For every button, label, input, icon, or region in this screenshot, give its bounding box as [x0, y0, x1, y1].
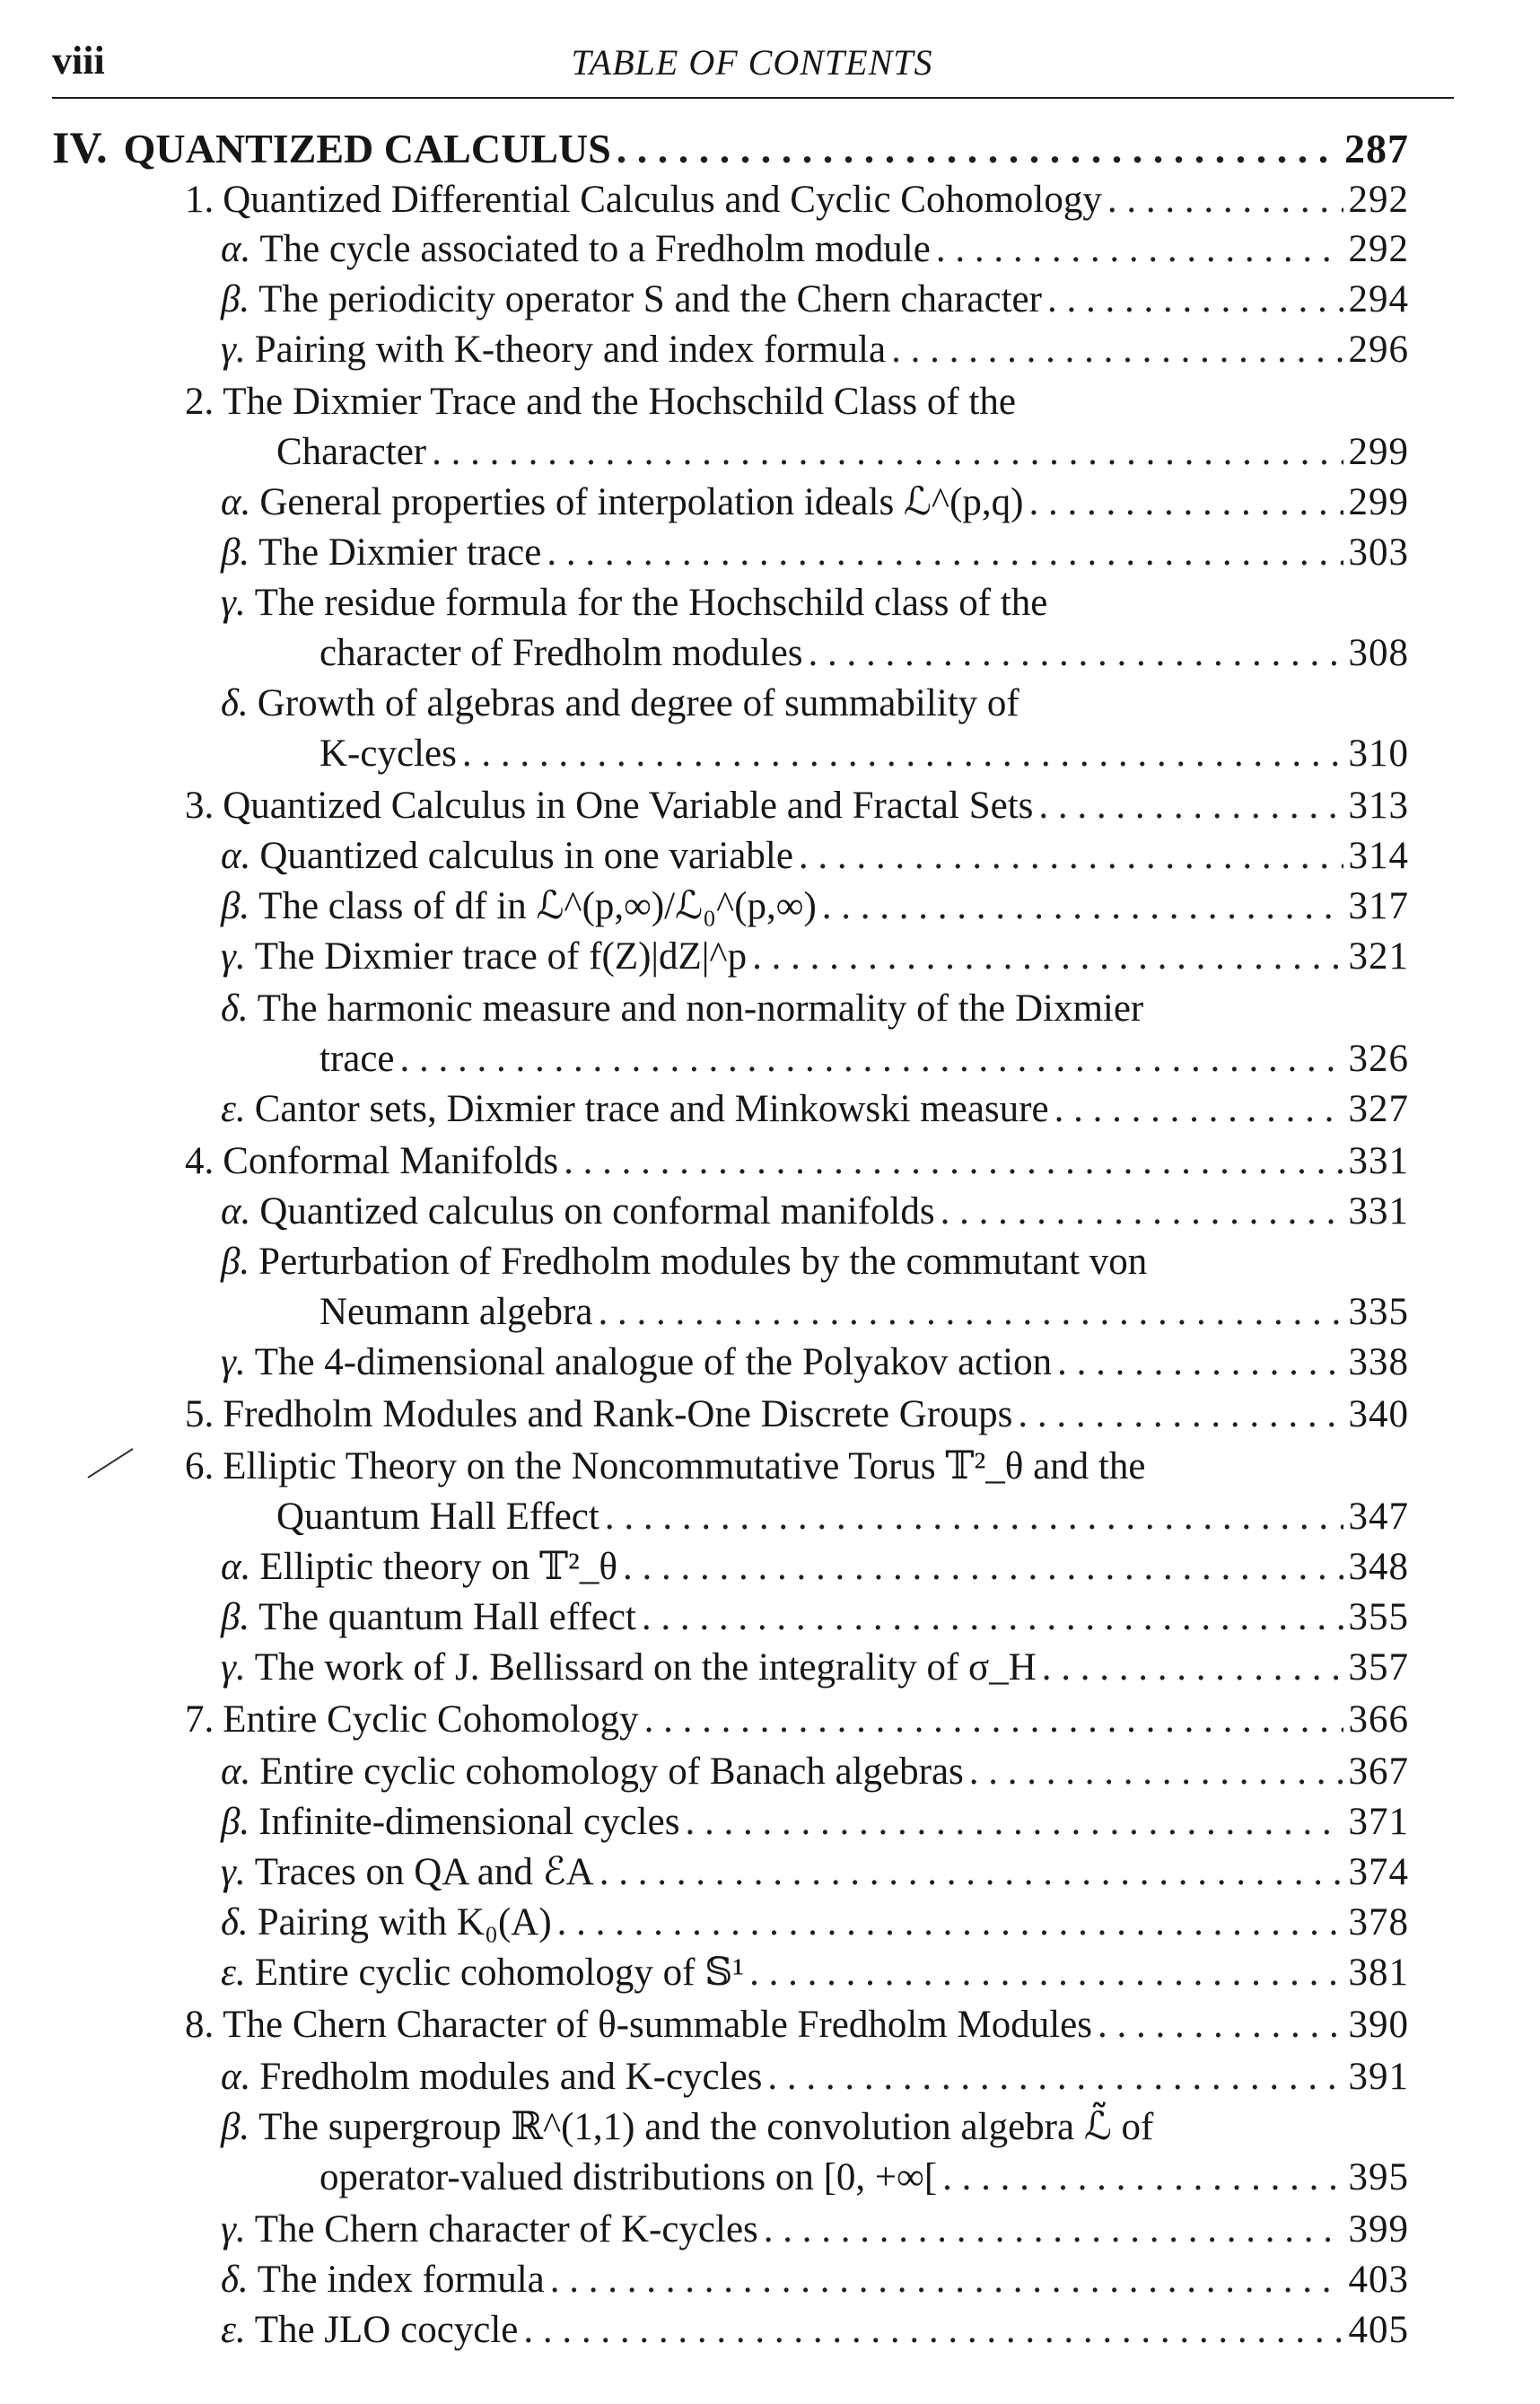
toc-entry[interactable]	[221, 2305, 1409, 2356]
toc-entry-page: 374	[1348, 1851, 1409, 1893]
toc-entry-text-wrap	[221, 984, 1143, 1034]
chapter-title: QUANTIZED CALCULUS	[123, 126, 611, 171]
leader-dots	[822, 882, 1343, 932]
leader-dots	[685, 1797, 1343, 1847]
leader-dots	[432, 427, 1343, 478]
leader-dots	[969, 1747, 1343, 1797]
toc-entry-title: The class of df in ℒ^(p,∞)/ℒ₀^(p,∞)	[258, 885, 817, 927]
toc-entry-text-wrap	[221, 1338, 1052, 1388]
toc-entry[interactable]	[319, 628, 1409, 679]
toc-entry-label: γ.	[221, 1341, 246, 1383]
toc-entry-page: 299	[1348, 431, 1409, 473]
toc-entry-title: The 4-dimensional analogue of the Polyakov action	[254, 1341, 1053, 1383]
toc-entry-page: 403	[1348, 2259, 1409, 2301]
toc-entry-text-wrap	[221, 2205, 758, 2255]
toc-entry-title: Entire Cyclic Cohomology	[223, 1698, 639, 1741]
toc-entry-label: 7.	[185, 1698, 214, 1741]
toc-entry-text-wrap	[319, 1287, 592, 1338]
toc-entry-label: β.	[221, 885, 250, 927]
toc-entry-text-wrap	[221, 325, 886, 375]
toc-entry-title: Elliptic theory on 𝕋²_θ	[259, 1546, 618, 1588]
toc-entry-title: K-cycles	[319, 733, 457, 775]
toc-entry-title: The Dixmier trace	[258, 531, 542, 574]
toc-entry[interactable]	[221, 1592, 1409, 1643]
toc-entry-text-wrap	[221, 1592, 636, 1643]
toc-entry-page: 303	[1348, 531, 1409, 574]
leader-dots	[941, 1187, 1343, 1237]
toc-entry-page: 326	[1348, 1038, 1409, 1080]
toc-entry-page: 313	[1348, 785, 1409, 827]
toc-entry-title: The cycle associated to a Fredholm module	[259, 228, 931, 270]
toc-entry-text-wrap	[185, 175, 1102, 225]
leader-dots	[1028, 478, 1343, 528]
toc-entry[interactable]	[221, 1948, 1409, 1998]
toc-entry-title: Quantized calculus on conformal manifolds	[259, 1190, 935, 1233]
toc-entry-title: The Dixmier Trace and the Hochschild Class of the	[223, 381, 1016, 423]
leader-dots	[400, 1034, 1343, 1084]
toc-entry-page: 308	[1348, 632, 1409, 674]
toc-entry-title: The work of J. Bellissard on the integrality of σ_H	[254, 1646, 1037, 1689]
leader-dots	[1054, 1084, 1343, 1135]
leader-dots	[623, 1542, 1343, 1592]
toc-entry-title: The residue formula for the Hochschild class of the	[254, 582, 1048, 624]
header-rule	[52, 97, 1454, 99]
toc-entry-title: Quantum Hall Effect	[276, 1496, 599, 1538]
toc-entry-page: 294	[1348, 278, 1409, 320]
leader-dots	[644, 1695, 1343, 1745]
toc-entry-text-wrap	[221, 1643, 1037, 1693]
toc-entry-label: α.	[221, 2056, 251, 2098]
toc-entry-label: β.	[221, 531, 250, 574]
toc-entry-text-wrap	[221, 2305, 518, 2356]
toc-entry-page: 292	[1348, 179, 1409, 221]
toc-entry-continued	[221, 679, 1409, 729]
toc-entry-text-wrap	[221, 275, 1042, 325]
toc-entry-title: Pairing with K₀(A)	[257, 1901, 552, 1943]
toc-entry-label: β.	[221, 2106, 250, 2148]
toc-entry-page: 405	[1348, 2309, 1409, 2351]
toc-entry-continued	[221, 984, 1409, 1034]
leader-dots	[617, 124, 1339, 174]
toc-entry-page: 366	[1348, 1698, 1409, 1741]
toc-entry-title: Conformal Manifolds	[223, 1140, 559, 1182]
toc-entry-title: The Chern Character of θ-summable Fredholm Modules	[223, 2004, 1092, 2046]
toc-entry-text-wrap	[221, 578, 1047, 628]
toc-entry-title: The periodicity operator S and the Chern character	[258, 278, 1042, 320]
toc-entry-continued	[221, 578, 1409, 628]
toc-entry-label: γ.	[221, 582, 246, 624]
toc-entry-continued	[185, 377, 1409, 427]
leader-dots	[523, 2305, 1343, 2356]
toc-entry-title: The JLO cocycle	[254, 2309, 519, 2351]
toc-entry-label: α.	[221, 1190, 251, 1233]
toc-entry-continued	[221, 1237, 1409, 1287]
toc-entry[interactable]	[221, 1187, 1409, 1237]
toc-entry-title: Elliptic Theory on the Noncommutative Torus 𝕋²_θ and the	[223, 1445, 1146, 1487]
toc-entry[interactable]	[221, 1338, 1409, 1388]
toc-entry[interactable]	[221, 325, 1409, 375]
page-folio: viii	[52, 39, 105, 83]
toc-entry-text-wrap	[185, 1442, 1145, 1492]
toc-entry-text-wrap	[221, 1797, 679, 1847]
toc-entry-label: γ.	[221, 1851, 246, 1893]
leader-dots	[1018, 1390, 1343, 1440]
toc-entry-label: δ.	[221, 987, 249, 1030]
toc-entry-page: 395	[1348, 2156, 1409, 2198]
toc-entry[interactable]	[185, 1390, 1409, 1440]
toc-entry-text-wrap	[221, 1084, 1049, 1135]
toc-entry-label: γ.	[221, 329, 246, 371]
chapter-page: 287	[1344, 126, 1409, 171]
toc-entry[interactable]	[221, 275, 1409, 325]
toc-entry-page: 371	[1348, 1801, 1409, 1843]
toc-entry-page: 338	[1348, 1341, 1409, 1383]
toc-entry-text-wrap	[221, 679, 1019, 729]
toc-entry-label: α.	[221, 228, 251, 270]
toc-entry-text-wrap	[221, 2255, 545, 2305]
toc-entry-text-wrap	[221, 831, 793, 882]
toc-entry[interactable]	[276, 427, 1409, 478]
toc-entry[interactable]	[319, 2153, 1409, 2203]
toc-entry-page: 367	[1348, 1750, 1409, 1793]
toc-entry-page: 378	[1348, 1901, 1409, 1943]
toc-entry-text-wrap	[221, 2052, 762, 2102]
toc-entry-page: 390	[1348, 2004, 1409, 2046]
toc-entry[interactable]	[221, 2255, 1409, 2305]
toc-entry-label: 6.	[185, 1445, 214, 1487]
toc-entry[interactable]	[185, 1136, 1409, 1187]
toc-entry-title: Character	[276, 431, 427, 473]
toc-entry[interactable]	[221, 831, 1409, 882]
toc-entry-text-wrap	[221, 1237, 1147, 1287]
toc-entry-text-wrap	[185, 781, 1033, 831]
leader-dots	[942, 2153, 1343, 2203]
leader-dots	[749, 1948, 1343, 1998]
toc-entry-title: The Dixmier trace of f(Z)|dZ|^p	[254, 935, 748, 978]
leader-dots	[550, 2255, 1343, 2305]
toc-entry-label: α.	[221, 481, 251, 523]
toc-entry[interactable]	[221, 2205, 1409, 2255]
leader-dots	[752, 932, 1343, 982]
toc-entry-page: 314	[1348, 835, 1409, 877]
toc-entry-label: β.	[221, 1801, 250, 1843]
toc-entry-title: The index formula	[257, 2259, 545, 2301]
leader-dots	[767, 2052, 1343, 2102]
toc-entry-text-wrap	[319, 2153, 937, 2203]
toc-entry-label: 4.	[185, 1140, 214, 1182]
toc-entry-label: δ.	[221, 2259, 249, 2301]
toc-entry-page: 299	[1348, 481, 1409, 523]
margin-pencil-mark	[81, 1445, 144, 1481]
toc-entry[interactable]	[319, 1034, 1409, 1084]
toc-entry-text-wrap	[319, 729, 457, 779]
toc-entry-title: The harmonic measure and non-normality of the Dixmier	[257, 987, 1144, 1030]
toc-entry-label: 5.	[185, 1393, 214, 1435]
toc-entry[interactable]	[185, 175, 1409, 225]
toc-entry-text-wrap	[185, 2000, 1092, 2050]
toc-entry-title: Entire cyclic cohomology of Banach algebras	[259, 1750, 964, 1793]
toc-entry-continued	[221, 2102, 1409, 2153]
toc-entry[interactable]	[185, 2000, 1409, 2050]
toc-entry-text-wrap	[319, 1034, 395, 1084]
toc-entry-text-wrap	[276, 1492, 599, 1542]
toc-entry-label: γ.	[221, 1646, 246, 1689]
toc-entry-label: ε.	[221, 1088, 246, 1130]
toc-entry-text-wrap	[185, 377, 1016, 427]
toc-entry-title: Cantor sets, Dixmier trace and Minkowski measure	[254, 1088, 1049, 1130]
toc-entry-page: 340	[1348, 1393, 1409, 1435]
running-title: TABLE OF CONTENTS	[571, 42, 933, 83]
leader-dots	[1038, 781, 1343, 831]
toc-entry-text-wrap	[185, 1695, 639, 1745]
toc-entry-text-wrap	[319, 628, 803, 679]
toc-entry[interactable]	[221, 1898, 1409, 1948]
toc-entry-text-wrap	[276, 427, 426, 478]
leader-dots	[1042, 1643, 1343, 1693]
toc-entry-text-wrap	[221, 1187, 935, 1237]
toc-entry[interactable]	[221, 1643, 1409, 1693]
leader-dots	[599, 1847, 1343, 1898]
toc-entry-title: Fredholm modules and K-cycles	[259, 2056, 763, 2098]
toc-entry-text-wrap	[221, 932, 747, 982]
toc-entry-text-wrap	[221, 882, 817, 932]
toc-entry-page: 296	[1348, 329, 1409, 371]
toc-entry-title: character of Fredholm modules	[319, 632, 803, 674]
toc-entry[interactable]	[221, 224, 1409, 275]
toc-entry-page: 331	[1348, 1190, 1409, 1233]
toc-entry[interactable]	[221, 528, 1409, 578]
toc-entry-page: 355	[1348, 1596, 1409, 1638]
toc-entry-text-wrap	[221, 528, 541, 578]
toc-entry-text-wrap	[221, 1542, 617, 1592]
toc-entry-label: 3.	[185, 785, 214, 827]
leader-dots	[462, 729, 1343, 779]
leader-dots	[799, 831, 1343, 882]
toc-entry-label: 1.	[185, 179, 214, 221]
toc-entry-page: 348	[1348, 1546, 1409, 1588]
toc-entry-title: The supergroup ℝ^(1,1) and the convolution algebra ℒ̃ of	[258, 2106, 1154, 2148]
toc-entry[interactable]	[319, 1287, 1409, 1338]
toc-entry-label: β.	[221, 278, 250, 320]
toc-entry-label: δ.	[221, 682, 249, 724]
toc-entry[interactable]	[319, 729, 1409, 779]
leader-dots	[809, 628, 1343, 679]
leader-dots	[1107, 175, 1343, 225]
toc-entry-text-wrap	[221, 1948, 744, 1998]
chapter-number: IV.	[52, 122, 108, 172]
toc-entry-page: 317	[1348, 885, 1409, 927]
toc-entry-title: operator-valued distributions on [0, +∞[	[319, 2156, 938, 2198]
toc-entry-title: Traces on QA and ℰA	[254, 1851, 594, 1893]
leader-dots	[1047, 275, 1343, 325]
toc-entry-page: 391	[1348, 2056, 1409, 2098]
leader-dots	[557, 1898, 1343, 1948]
toc-entry[interactable]	[221, 1084, 1409, 1135]
toc-entry-text-wrap	[221, 1847, 594, 1898]
toc-entry-title: trace	[319, 1038, 395, 1080]
leader-dots	[764, 2205, 1343, 2255]
toc-entry[interactable]	[185, 1695, 1409, 1745]
toc-entry-title: Fredholm Modules and Rank-One Discrete Groups	[223, 1393, 1013, 1435]
toc-entry-page: 335	[1348, 1291, 1409, 1333]
leader-dots	[642, 1592, 1343, 1643]
toc-entry-title: Entire cyclic cohomology of 𝕊¹	[254, 1952, 745, 1994]
toc-entry-label: 2.	[185, 381, 214, 423]
toc-entry-title: Quantized calculus in one variable	[259, 835, 793, 877]
toc-entry-text-wrap	[221, 1747, 964, 1797]
toc-entry-label: β.	[221, 1596, 250, 1638]
leader-dots	[891, 325, 1343, 375]
toc-entry[interactable]	[221, 1847, 1409, 1898]
toc-entry-label: γ.	[221, 2208, 246, 2250]
toc-entry-text-wrap	[221, 1898, 552, 1948]
toc-entry-title: The quantum Hall effect	[258, 1596, 636, 1638]
toc-entry-title: Infinite-dimensional cycles	[258, 1801, 680, 1843]
toc-entry-label: β.	[221, 1241, 250, 1283]
toc-entry-label: ε.	[221, 1952, 246, 1994]
toc-entry-page: 399	[1348, 2208, 1409, 2250]
toc-entry-page: 292	[1348, 228, 1409, 270]
toc-entry-page: 310	[1348, 733, 1409, 775]
toc-entry-label: 8.	[185, 2004, 214, 2046]
toc-entry-page: 327	[1348, 1088, 1409, 1130]
toc-entry-text-wrap	[221, 2102, 1153, 2153]
toc-entry-label: α.	[221, 1546, 251, 1588]
leader-dots	[547, 528, 1343, 578]
toc-entry[interactable]	[221, 932, 1409, 982]
leader-dots	[564, 1136, 1343, 1187]
leader-dots	[936, 224, 1343, 275]
leader-dots	[598, 1287, 1343, 1338]
toc-entry[interactable]	[221, 1747, 1409, 1797]
toc-entry-title: Perturbation of Fredholm modules by the commutant von	[258, 1241, 1148, 1283]
leader-dots	[1098, 2000, 1343, 2050]
toc-entry-title: The Chern character of K-cycles	[254, 2208, 758, 2250]
toc-entry[interactable]	[221, 478, 1409, 528]
toc-entry-text-wrap	[221, 478, 1023, 528]
toc-entry-page: 357	[1348, 1646, 1409, 1689]
toc-entry-label: ε.	[221, 2309, 246, 2351]
toc-entry[interactable]	[276, 1492, 1409, 1542]
toc-entry-title: Growth of algebras and degree of summability of	[257, 682, 1019, 724]
toc-entry-page: 331	[1348, 1140, 1409, 1182]
running-head	[52, 38, 1452, 92]
toc-entry-text-wrap	[185, 1390, 1012, 1440]
toc-entry-continued	[185, 1442, 1409, 1492]
toc-entry[interactable]	[221, 882, 1409, 932]
toc-entry[interactable]	[221, 1542, 1409, 1592]
toc-entry[interactable]	[221, 2052, 1409, 2102]
toc-entry-page: 321	[1348, 935, 1409, 978]
leader-dots	[1057, 1338, 1343, 1388]
leader-dots	[605, 1492, 1343, 1542]
toc-entry-page: 347	[1348, 1496, 1409, 1538]
toc-entry[interactable]	[185, 781, 1409, 831]
chapter-entry[interactable]	[52, 124, 1409, 174]
toc-entry-title: Neumann algebra	[319, 1291, 593, 1333]
toc-entry-label: α.	[221, 835, 251, 877]
toc-entry-label: γ.	[221, 935, 246, 978]
toc-entry-title: Pairing with K-theory and index formula	[254, 329, 887, 371]
toc-entry-text-wrap	[185, 1136, 558, 1187]
toc-entry-title: Quantized Calculus in One Variable and Fractal Sets	[223, 785, 1034, 827]
toc-entry-label: α.	[221, 1750, 251, 1793]
toc-entry-label: δ.	[221, 1901, 249, 1943]
toc-entry[interactable]	[221, 1797, 1409, 1847]
toc-entry-title: General properties of interpolation ideals ℒ^(p,q)	[259, 481, 1024, 523]
toc-entry-title: Quantized Differential Calculus and Cyclic Cohomology	[223, 179, 1102, 221]
toc-entry-text-wrap	[221, 224, 931, 275]
toc-entry-page: 381	[1348, 1952, 1409, 1994]
